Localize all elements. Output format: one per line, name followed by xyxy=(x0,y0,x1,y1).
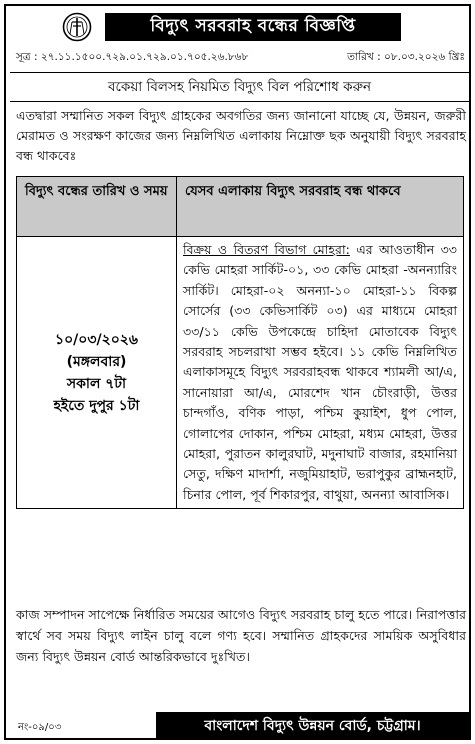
outage-day: (মঙ্গলবার) xyxy=(66,353,127,370)
notice-number: নং-০৯/০৩ xyxy=(18,722,62,733)
notice-title: বিদ্যুৎ সরবরাহ বন্ধের বিজ্ঞপ্তি xyxy=(105,13,401,41)
affected-areas xyxy=(177,237,464,509)
table-header-row xyxy=(17,177,464,237)
bill-payment-banner: বকেয়া বিলসহ নিয়মিত বিদ্যুৎ বিল পরিশোধ করুন xyxy=(10,72,469,102)
outage-end-time: হইতে দুপুর ১টা xyxy=(53,397,140,414)
table-row xyxy=(17,237,464,509)
bpdb-emblem-icon xyxy=(62,12,92,42)
outage-schedule-table xyxy=(16,176,464,509)
memo-number: সূত্র : ২৭.১১.১৫০০.৭২৯.০১.৭২৯.০১.৭০৫.২৬.৮৬৮ xyxy=(16,51,249,63)
header-date-time: বিদ্যুৎ বন্ধের তারিখ ও সময় xyxy=(17,177,177,237)
organization-name: বাংলাদেশ বিদ্যুৎ উন্নয়ন বোর্ড, চট্টগ্রাম। xyxy=(156,712,469,740)
outage-start-time: সকাল ৭টা xyxy=(66,375,127,392)
header-affected-areas: যেসব এলাকায় বিদ্যুৎ সরবরাহ বন্ধ থাকবে xyxy=(177,177,464,237)
reference-line xyxy=(16,50,465,67)
notice-date: তারিখ : ০৮.০৩.২০২৬ খ্রিঃ xyxy=(347,51,465,63)
outage-date: ১০/০৩/২০২৬ xyxy=(54,331,139,348)
intro-paragraph: এতদ্বারা সম্মানিত সকল বিদ্যুৎ গ্রাহকের অবগতির জন্য জানানো যাচ্ছে যে, উন্নয়ন, জরুরী মেরামত ও সংরক্ষণ কাজের জন্য নিম্নলিখিত এলাকায় নিম্নোক্ত ছক অনুযায়ী বিদ্যুৎ সরবরাহ বন্ধ থাকবেঃ xyxy=(16,108,466,163)
area-details: এর আওতাধীন ৩৩ কেভি মোহরা সার্কিট-০১, ৩৩ কেভি মোহরা -অনন্যারিং সার্কিট। মোহরা-০২ অনন্যা-১০ মোহরা-১১ বিকল্প সোর্সের (৩৩ কেভিসার্কিট ০৩) এর মাধ্যমে মোহরা ৩৩/১১ কেভি উপকেন্দ্রে চাহিদা মোতাবেক বিদ্যুৎ সরবরাহ সচলরাখা সম্ভব হইবে। ১১ কেভি নিম্নলিখিত এলাকাসমূহে বিদ্যুৎ সরবরাহবন্ধ থাকবে শ্যামলী আ/এ, সানোয়ারা আ/এ, মোরশেদ খান চৌংরাড়ী, উত্তর চান্দগাঁও, বণিক পাড়া, পশ্চিম কুয়াইশ, ধুপ পোল, গোলাপের দোকান, পশ্চিম মোহরা, মধ্যম মোহরা, উত্তর মোহরা, পুরাতন কালুরঘাট, মদুনাঘাট বাজার, রহমানিয়া সেতু, দক্ষিণ মাদার্শা, নজুমিয়াহাট, ভরাপুকুর ব্রাহ্মনহাট, চিনার পোল, পূর্ব শিকারপুর, বাথুয়া, অনন্যা আবাসিক। xyxy=(183,242,457,502)
notice-footer xyxy=(10,712,469,740)
notice-header xyxy=(10,11,469,41)
power-outage-notice xyxy=(4,4,471,740)
area-division-name: বিক্রয় ও বিতরণ বিভাগ মোহরা: xyxy=(183,242,350,257)
outage-date-time xyxy=(17,237,177,509)
closing-paragraph: কাজ সম্পাদন সাপেক্ষে নির্ধারিত সময়ের আগেও বিদ্যুৎ সরবরাহ চালু হতে পারে। নিরাপত্তার স্বার্থে সব সময় বিদ্যুৎ লাইন চালু বলে গণ্য হবে। সম্মানিত গ্রাহকদের সাময়িক অসুবিধার জন্য বিদ্যুৎ উন্নয়ন বোর্ড আন্তরিকভাবে দুঃখিত। xyxy=(16,607,466,664)
